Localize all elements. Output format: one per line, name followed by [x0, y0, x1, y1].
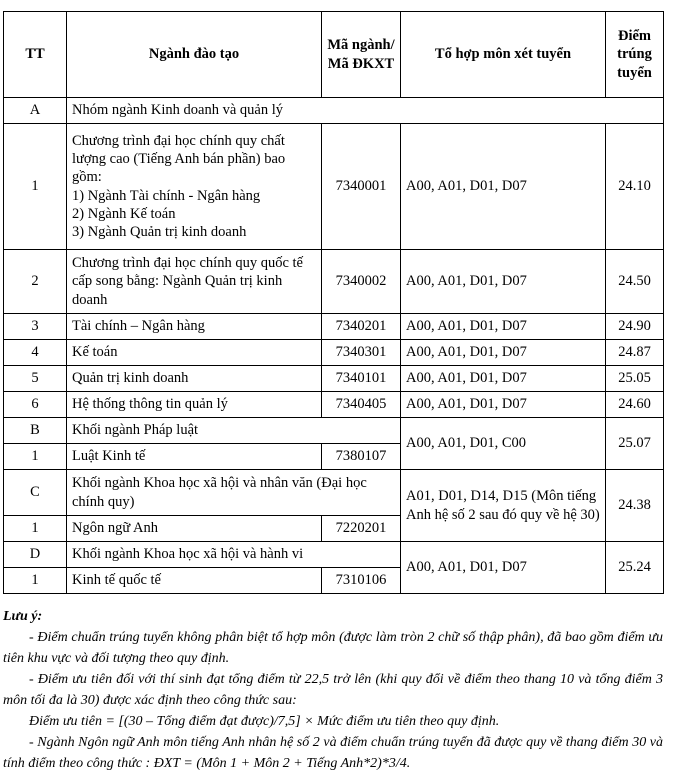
header-nganh: Ngành đào tạo — [67, 12, 322, 98]
group-d-combo: A00, A01, D01, D07 — [401, 542, 606, 594]
row-score: 24.10 — [606, 124, 664, 250]
group-a-row — [4, 98, 664, 124]
notes-section — [3, 606, 663, 774]
row-code: 7220201 — [322, 516, 401, 542]
row-tt: 6 — [4, 392, 67, 418]
row-tt: 5 — [4, 366, 67, 392]
row-name: Tài chính – Ngân hàng — [67, 314, 322, 340]
group-c-score: 24.38 — [606, 470, 664, 542]
row-score: 25.05 — [606, 366, 664, 392]
note-3: - Ngành Ngôn ngữ Anh môn tiếng Anh nhân hệ số 2 và điểm chuẩn trúng tuyển đã được quy về thang điểm 30 và tính điểm theo công thức : ĐXT = (Môn 1 + Môn 2 + Tiếng Anh*2)*3/4. — [3, 735, 663, 771]
group-c-combo: A01, D01, D14, D15 (Môn tiếng Anh hệ số 2 sau đó quy về hệ 30) — [401, 470, 606, 542]
row-tt: 4 — [4, 340, 67, 366]
group-b-tt: B — [4, 418, 67, 444]
row-code: 7340201 — [322, 314, 401, 340]
row-combo: A00, A01, D01, D07 — [401, 250, 606, 314]
header-tohop: Tổ hợp môn xét tuyển — [401, 12, 606, 98]
row-combo: A00, A01, D01, D07 — [401, 314, 606, 340]
group-d-tt: D — [4, 542, 67, 568]
table-row — [4, 314, 664, 340]
note-1: - Điểm chuẩn trúng tuyển không phân biệt tổ hợp môn (được làm tròn 2 chữ số thập phân), đã bao gồm điểm ưu tiên khu vực và đối tượng theo quy định. — [3, 630, 663, 666]
group-d-row — [4, 542, 664, 568]
table-row — [4, 366, 664, 392]
row-name: Luật Kinh tế — [67, 444, 322, 470]
notes-title: Lưu ý: — [3, 609, 43, 624]
row-name: Kinh tế quốc tế — [67, 568, 322, 594]
row-sub-2: 2) Ngành Kế toán — [72, 205, 176, 222]
row-name-text: Chương trình đại học chính quy chất lượng cao (Tiếng Anh bán phần) bao gồm: — [72, 133, 286, 186]
header-row — [4, 12, 664, 98]
row-combo: A00, A01, D01, D07 — [401, 124, 606, 250]
row-tt: 1 — [4, 568, 67, 594]
group-c-row — [4, 470, 664, 516]
group-c-name: Khối ngành Khoa học xã hội và nhân văn (Đại học chính quy) — [67, 470, 401, 516]
group-b-score: 25.07 — [606, 418, 664, 470]
row-combo: A00, A01, D01, D07 — [401, 366, 606, 392]
row-name: Ngôn ngữ Anh — [67, 516, 322, 542]
row-tt: 1 — [4, 516, 67, 542]
row-code: 7340301 — [322, 340, 401, 366]
row-score: 24.87 — [606, 340, 664, 366]
row-name — [67, 124, 322, 250]
group-d-score: 25.24 — [606, 542, 664, 594]
row-score: 24.90 — [606, 314, 664, 340]
table-row — [4, 340, 664, 366]
row-code: 7340001 — [322, 124, 401, 250]
row-score: 24.60 — [606, 392, 664, 418]
admission-score-table — [3, 11, 664, 594]
row-tt: 3 — [4, 314, 67, 340]
group-b-combo: A00, A01, D01, C00 — [401, 418, 606, 470]
group-c-tt: C — [4, 470, 67, 516]
row-code: 7340101 — [322, 366, 401, 392]
table-row — [4, 392, 664, 418]
note-formula: Điểm ưu tiên = [(30 – Tổng điểm đạt được)/7,5] × Mức điểm ưu tiên theo quy định. — [29, 714, 500, 729]
note-2: - Điểm ưu tiên đối với thí sinh đạt tổng điểm từ 22,5 trở lên (khi quy đổi về điểm theo thang 10 và tổng điểm 3 môn tối đa là 30) được xác định theo công thức sau: — [3, 672, 663, 708]
row-combo: A00, A01, D01, D07 — [401, 392, 606, 418]
group-a-name: Nhóm ngành Kinh doanh và quản lý — [67, 98, 664, 124]
row-code: 7380107 — [322, 444, 401, 470]
table-row — [4, 250, 664, 314]
group-d-name: Khối ngành Khoa học xã hội và hành vi — [67, 542, 401, 568]
group-b-name: Khối ngành Pháp luật — [67, 418, 401, 444]
row-sub-1: 1) Ngành Tài chính - Ngân hàng — [72, 187, 261, 204]
row-tt: 1 — [4, 444, 67, 470]
row-score: 24.50 — [606, 250, 664, 314]
row-tt: 2 — [4, 250, 67, 314]
header-diem: Điểm trúng tuyển — [606, 12, 664, 98]
group-a-tt: A — [4, 98, 67, 124]
row-combo: A00, A01, D01, D07 — [401, 340, 606, 366]
row-sub-3: 3) Ngành Quản trị kinh doanh — [72, 223, 247, 240]
row-name: Hệ thống thông tin quản lý — [67, 392, 322, 418]
row-code: 7340002 — [322, 250, 401, 314]
row-name: Kế toán — [67, 340, 322, 366]
header-tt: TT — [4, 12, 67, 98]
row-name: Chương trình đại học chính quy quốc tế cấp song bằng: Ngành Quản trị kinh doanh — [67, 250, 322, 314]
row-code: 7340405 — [322, 392, 401, 418]
row-name: Quản trị kinh doanh — [67, 366, 322, 392]
header-ma: Mã ngành/ Mã ĐKXT — [322, 12, 401, 98]
row-code: 7310106 — [322, 568, 401, 594]
row-tt: 1 — [4, 124, 67, 250]
group-b-row — [4, 418, 664, 444]
table-row — [4, 124, 664, 250]
